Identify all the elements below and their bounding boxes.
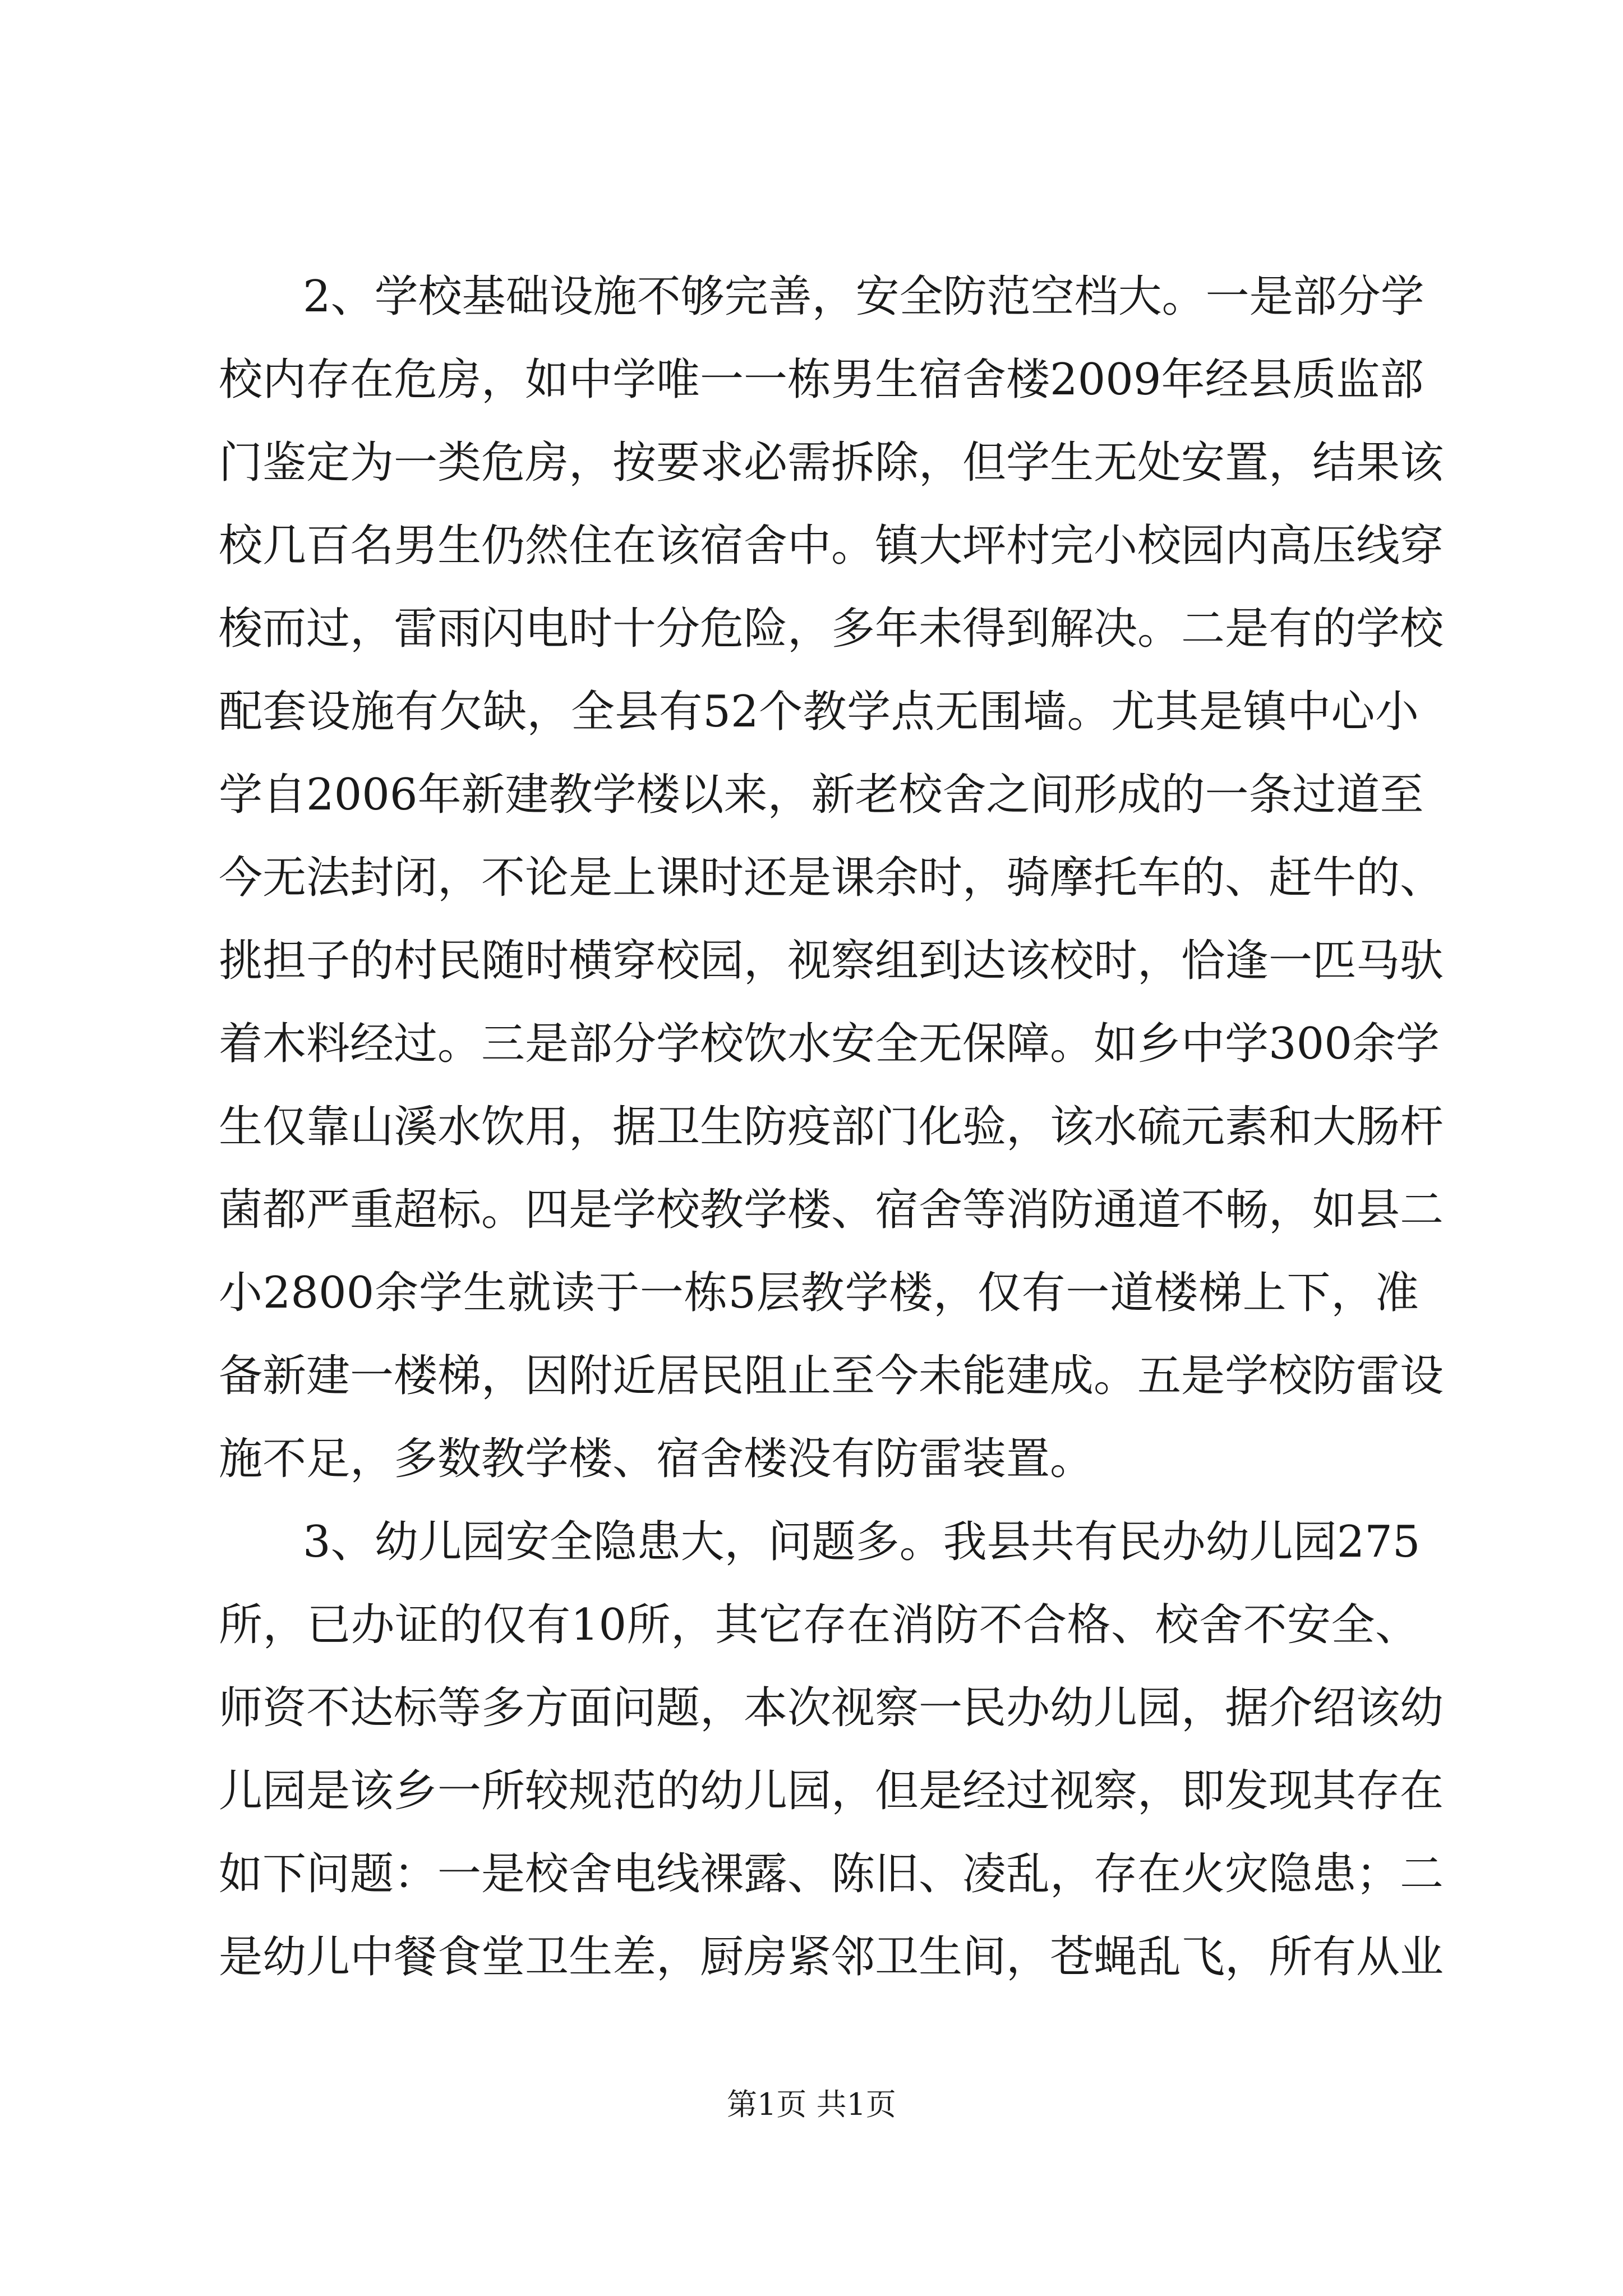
text-line: 配套设施有欠缺，全县有52个教学点无围墙。尤其是镇中心小 <box>219 687 1419 737</box>
text-line: 小2800余学生就读于一栋5层教学楼，仅有一道楼梯上下，准 <box>219 1268 1419 1318</box>
text-line: 备新建一楼梯，因附近居民阻止至今未能建成。五是学校防雷设 <box>219 1351 1444 1401</box>
text-line: 3、幼儿园安全隐患大，问题多。我县共有民办幼儿园275 <box>303 1517 1421 1567</box>
text-line: 着木料经过。三是部分学校饮水安全无保障。如乡中学300余学 <box>219 1019 1440 1069</box>
text-line: 师资不达标等多方面问题，本次视察一民办幼儿园，据介绍该幼 <box>219 1683 1444 1733</box>
text-line: 门鉴定为一类危房，按要求必需拆除，但学生无处安置，结果该 <box>219 438 1444 488</box>
document-body <box>219 255 1444 1999</box>
text-line: 校内存在危房，如中学唯一一栋男生宿舍楼2009年经县质监部 <box>219 355 1424 405</box>
page-footer <box>0 2082 1623 2127</box>
text-line: 儿园是该乡一所较规范的幼儿园，但是经过视察，即发现其存在 <box>219 1766 1444 1816</box>
text-line: 2、学校基础设施不够完善，安全防范空档大。一是部分学 <box>303 272 1424 322</box>
text-line: 校几百名男生仍然住在该宿舍中。镇大坪村完小校园内高压线穿 <box>219 521 1444 571</box>
text-line: 施不足，多数教学楼、宿舍楼没有防雷装置。 <box>219 1434 1094 1484</box>
page-number-label: 第1页 共1页 <box>727 2087 896 2122</box>
text-line: 如下问题：一是校舍电线裸露、陈旧、凌乱，存在火灾隐患；二 <box>219 1849 1444 1899</box>
text-line: 梭而过，雷雨闪电时十分危险，多年未得到解决。二是有的学校 <box>219 604 1444 654</box>
text-line: 是幼儿中餐食堂卫生差，厨房紧邻卫生间，苍蝇乱飞，所有从业 <box>219 1932 1444 1982</box>
text-line: 挑担子的村民随时横穿校园，视察组到达该校时，恰逢一匹马驮 <box>219 936 1444 986</box>
text-line: 生仅靠山溪水饮用，据卫生防疫部门化验，该水硫元素和大肠杆 <box>219 1102 1444 1152</box>
text-line: 菌都严重超标。四是学校教学楼、宿舍等消防通道不畅，如县二 <box>219 1185 1444 1235</box>
text-line: 今无法封闭，不论是上课时还是课余时，骑摩托车的、赶牛的、 <box>219 853 1444 903</box>
text-line: 学自2006年新建教学楼以来，新老校舍之间形成的一条过道至 <box>219 770 1424 820</box>
text-line: 所，已办证的仅有10所，其它存在消防不合格、校舍不安全、 <box>219 1600 1419 1650</box>
